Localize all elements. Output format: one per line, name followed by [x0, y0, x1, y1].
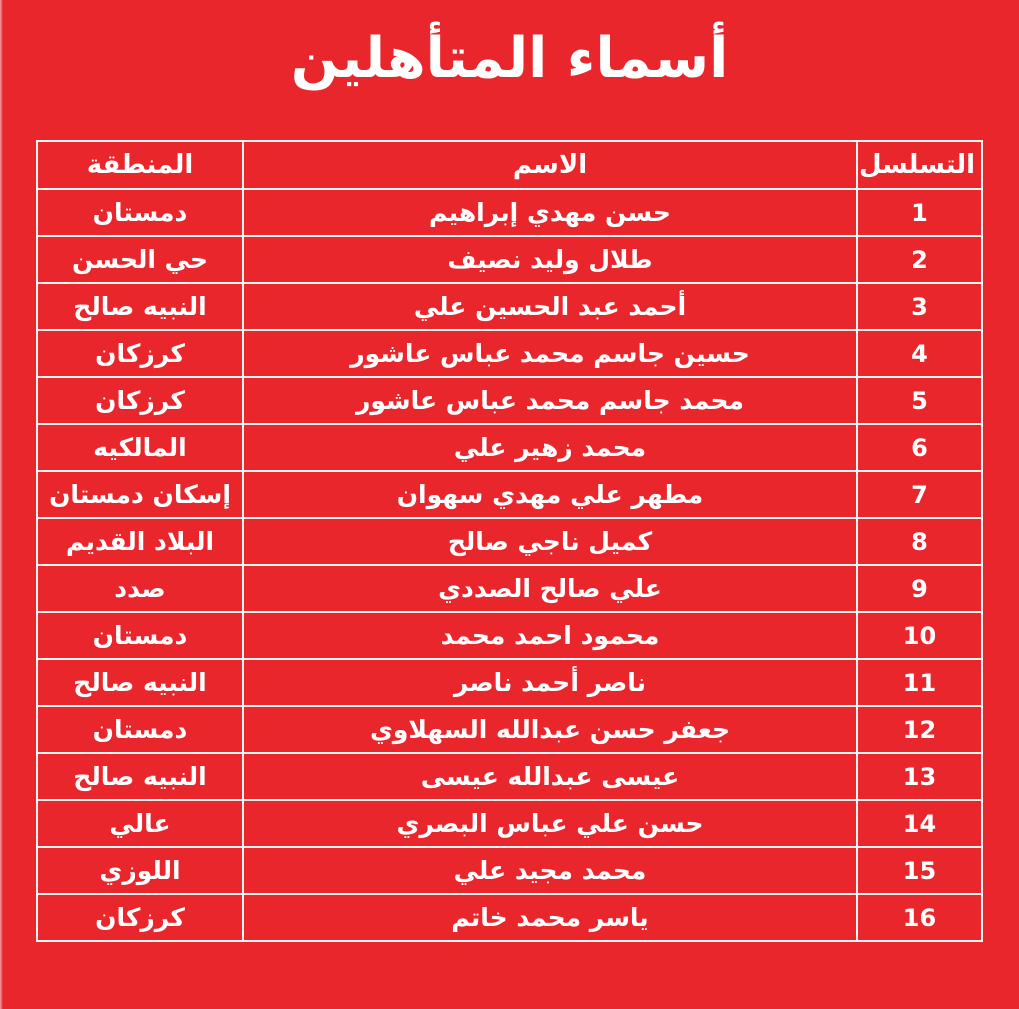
- serial-cell: 13: [857, 753, 982, 800]
- table-row: [37, 847, 982, 894]
- table-row: [37, 612, 982, 659]
- table-row: [37, 753, 982, 800]
- header-row: [37, 141, 982, 189]
- header-serial: التسلسل: [857, 141, 982, 189]
- name-cell: حسن مهدي إبراهيم: [243, 189, 857, 236]
- region-cell: حي الحسن: [37, 236, 243, 283]
- region-cell: المالكيه: [37, 424, 243, 471]
- serial-cell: 16: [857, 894, 982, 941]
- name-cell: علي صالح الصددي: [243, 565, 857, 612]
- table-row: [37, 236, 982, 283]
- serial-cell: 10: [857, 612, 982, 659]
- name-cell: محمد مجيد علي: [243, 847, 857, 894]
- table-row: [37, 565, 982, 612]
- table-row: [37, 659, 982, 706]
- qualifiers-table: [36, 140, 983, 942]
- table-row: [37, 424, 982, 471]
- table-body: [37, 189, 982, 941]
- region-cell: دمستان: [37, 706, 243, 753]
- region-cell: إسكان دمستان: [37, 471, 243, 518]
- serial-cell: 8: [857, 518, 982, 565]
- table-row: [37, 377, 982, 424]
- serial-cell: 5: [857, 377, 982, 424]
- region-cell: صدد: [37, 565, 243, 612]
- region-cell: البلاد القديم: [37, 518, 243, 565]
- serial-cell: 9: [857, 565, 982, 612]
- name-cell: حسن علي عباس البصري: [243, 800, 857, 847]
- left-edge-artifact: [0, 0, 3, 1009]
- header-region: المنطقة: [37, 141, 243, 189]
- table-row: [37, 471, 982, 518]
- serial-cell: 3: [857, 283, 982, 330]
- name-cell: محمد جاسم محمد عباس عاشور: [243, 377, 857, 424]
- table-row: [37, 189, 982, 236]
- region-cell: دمستان: [37, 189, 243, 236]
- name-cell: ناصر أحمد ناصر: [243, 659, 857, 706]
- serial-cell: 15: [857, 847, 982, 894]
- serial-cell: 4: [857, 330, 982, 377]
- table-row: [37, 894, 982, 941]
- name-cell: عيسى عبدالله عيسى: [243, 753, 857, 800]
- region-cell: دمستان: [37, 612, 243, 659]
- table-row: [37, 283, 982, 330]
- region-cell: النبيه صالح: [37, 283, 243, 330]
- name-cell: محمد زهير علي: [243, 424, 857, 471]
- name-cell: ياسر محمد خاتم: [243, 894, 857, 941]
- serial-cell: 7: [857, 471, 982, 518]
- table-row: [37, 800, 982, 847]
- serial-cell: 11: [857, 659, 982, 706]
- region-cell: كرزكان: [37, 377, 243, 424]
- name-cell: جعفر حسن عبدالله السهلاوي: [243, 706, 857, 753]
- name-cell: مطهر علي مهدي سهوان: [243, 471, 857, 518]
- page-title: أسماء المتأهلين: [290, 26, 729, 91]
- name-cell: كميل ناجي صالح: [243, 518, 857, 565]
- region-cell: النبيه صالح: [37, 659, 243, 706]
- serial-cell: 14: [857, 800, 982, 847]
- region-cell: كرزكان: [37, 894, 243, 941]
- header-name: الاسم: [243, 141, 857, 189]
- name-cell: محمود احمد محمد: [243, 612, 857, 659]
- serial-cell: 6: [857, 424, 982, 471]
- name-cell: طلال وليد نصيف: [243, 236, 857, 283]
- serial-cell: 12: [857, 706, 982, 753]
- region-cell: النبيه صالح: [37, 753, 243, 800]
- serial-cell: 1: [857, 189, 982, 236]
- table-row: [37, 518, 982, 565]
- region-cell: اللوزي: [37, 847, 243, 894]
- name-cell: أحمد عبد الحسين علي: [243, 283, 857, 330]
- table-row: [37, 706, 982, 753]
- region-cell: كرزكان: [37, 330, 243, 377]
- table-row: [37, 330, 982, 377]
- region-cell: عالي: [37, 800, 243, 847]
- serial-cell: 2: [857, 236, 982, 283]
- name-cell: حسين جاسم محمد عباس عاشور: [243, 330, 857, 377]
